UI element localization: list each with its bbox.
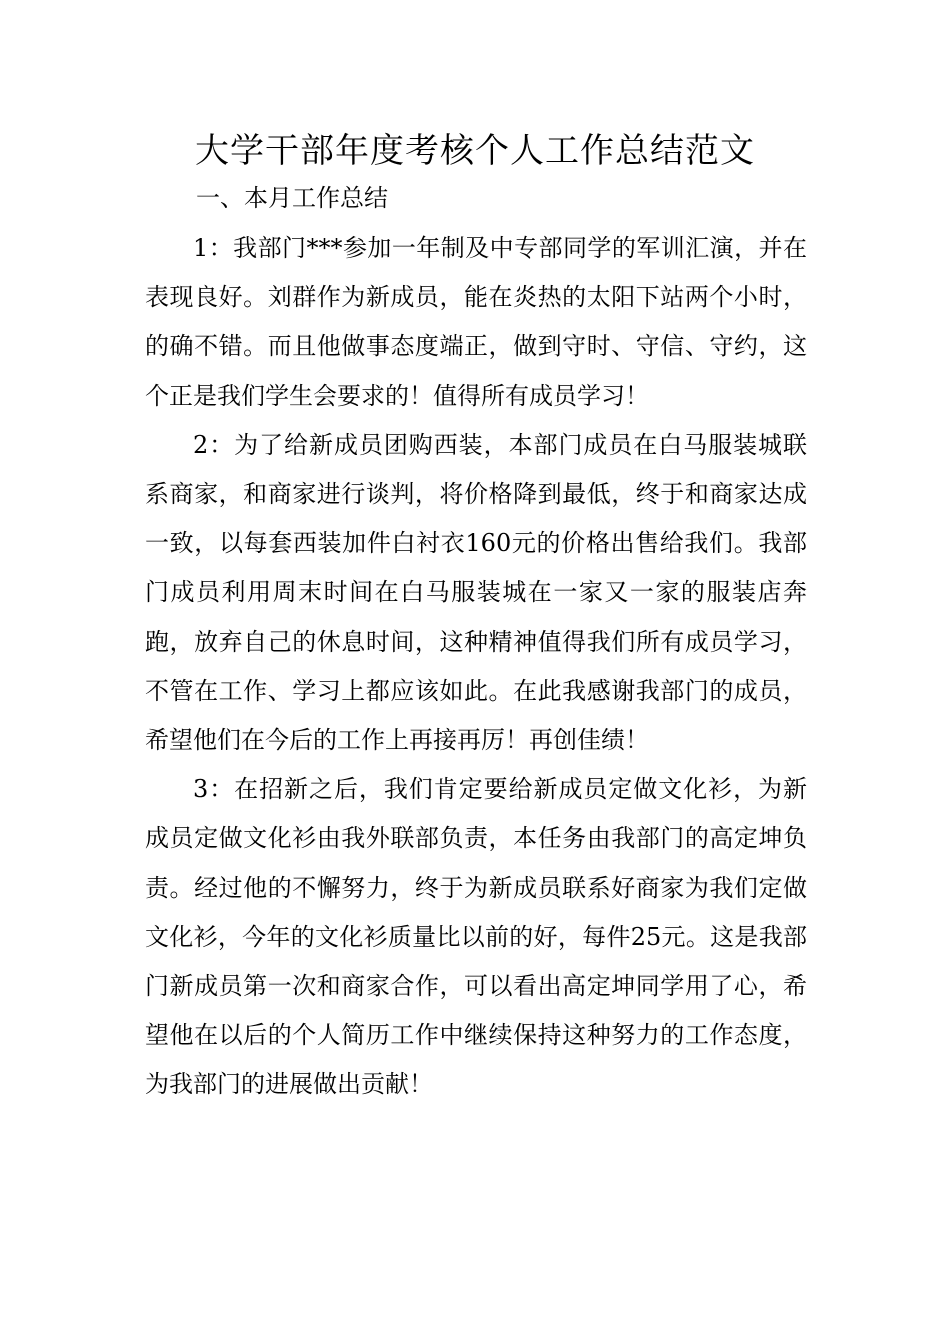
paragraph-1: 1：我部门***参加一年制及中专部同学的军训汇演，并在表现良好。刘群作为新成员，能在炎热的太阳下站两个小时，的确不错。而且他做事态度端正，做到守时、守信、守约，这个正是我们学生会要求的！值得所有成员学习！ xyxy=(145,234,807,410)
document-body xyxy=(145,224,807,1110)
paragraph-2: 2：为了给新成员团购西装，本部门成员在白马服装城联系商家，和商家进行谈判，将价格降到最低，终于和商家达成一致，以每套西装加件白衬衣160元的价格出售给我们。我部门成员利用周末时间在白马服装城在一家又一家的服装店奔跑，放弃自己的休息时间，这种精神值得我们所有成员学习，不管在工作、学习上都应该如此。在此我感谢我部门的成员，希望他们在今后的工作上再接再厉！再创佳绩！ xyxy=(145,430,807,755)
document-title: 大学干部年度考核个人工作总结范文 xyxy=(195,131,755,171)
section-heading: 一、本月工作总结 xyxy=(196,184,388,212)
paragraph-3: 3：在招新之后，我们肯定要给新成员定做文化衫，为新成员定做文化衫由我外联部负责，本任务由我部门的高定坤负责。经过他的不懈努力，终于为新成员联系好商家为我们定做文化衫，今年的文化衫质量比以前的好，每件25元。这是我部门新成员第一次和商家合作，可以看出高定坤同学用了心，希望他在以后的个人简历工作中继续保持这种努力的工作态度，为我部门的进展做出贡献！ xyxy=(145,775,807,1099)
